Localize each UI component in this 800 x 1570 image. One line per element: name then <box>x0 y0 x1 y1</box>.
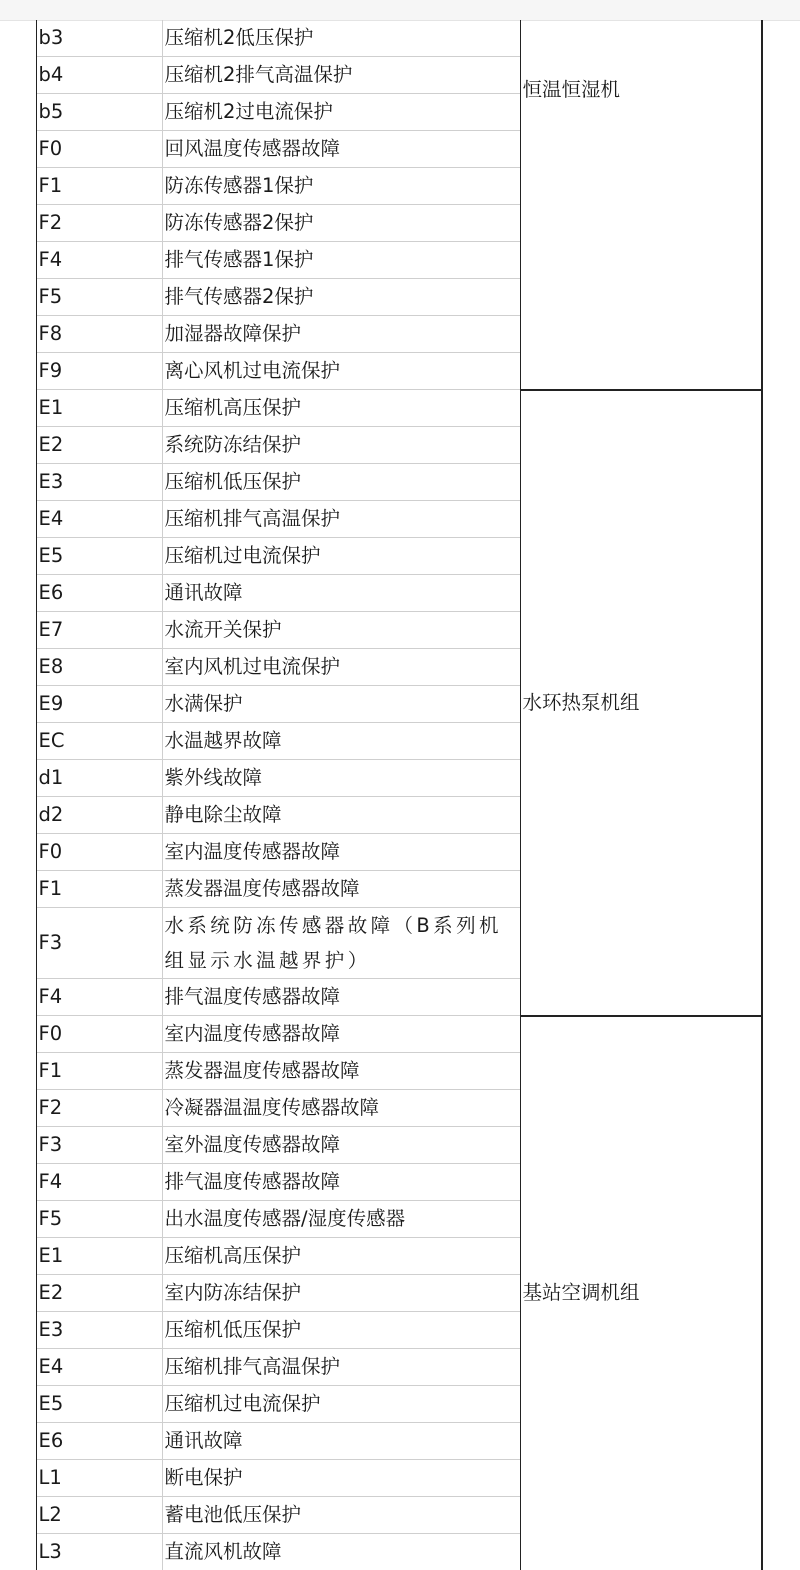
fault-code-cell: E6 <box>36 575 162 612</box>
table-row <box>0 1016 800 1053</box>
fault-code-cell: F2 <box>36 205 162 242</box>
fault-description-cell: 排气传感器2保护 <box>162 279 520 316</box>
table-body <box>0 20 800 1570</box>
fault-description-cell: 压缩机排气高温保护 <box>162 1349 520 1386</box>
fault-description-cell: 室内温度传感器故障 <box>162 1016 520 1053</box>
fault-code-cell: L3 <box>36 1534 162 1570</box>
fault-code-cell: F1 <box>36 1053 162 1090</box>
fault-description-cell: 排气温度传感器故障 <box>162 979 520 1016</box>
fault-code-cell: F0 <box>36 834 162 871</box>
fault-code-cell: F1 <box>36 168 162 205</box>
fault-code-cell: F9 <box>36 353 162 390</box>
fault-code-cell: F0 <box>36 1016 162 1053</box>
fault-description-cell: 压缩机低压保护 <box>162 464 520 501</box>
fault-description-cell: 压缩机过电流保护 <box>162 538 520 575</box>
fault-code-cell: F3 <box>36 908 162 979</box>
fault-code-cell: F5 <box>36 1201 162 1238</box>
fault-code-cell: F2 <box>36 1090 162 1127</box>
unit-type-label: 恒温恒湿机 <box>523 72 762 108</box>
fault-code-cell: d2 <box>36 797 162 834</box>
fault-code-cell: E1 <box>36 1238 162 1275</box>
fault-code-cell: b5 <box>36 94 162 131</box>
fault-code-cell: E3 <box>36 1312 162 1349</box>
fault-code-cell: F1 <box>36 871 162 908</box>
fault-description-cell: 压缩机低压保护 <box>162 1312 520 1349</box>
fault-description-cell: 直流风机故障 <box>162 1534 520 1570</box>
fault-description-cell: 离心风机过电流保护 <box>162 353 520 390</box>
fault-description-cell: 水满保护 <box>162 686 520 723</box>
fault-description-cell: 排气传感器1保护 <box>162 242 520 279</box>
fault-code-cell: E4 <box>36 501 162 538</box>
fault-description-cell: 水流开关保护 <box>162 612 520 649</box>
fault-description-cell: 断电保护 <box>162 1460 520 1497</box>
table-row <box>0 20 800 57</box>
fault-description-cell: 室内防冻结保护 <box>162 1275 520 1312</box>
fault-code-cell: E3 <box>36 464 162 501</box>
fault-code-cell: E5 <box>36 1386 162 1423</box>
fault-code-cell: EC <box>36 723 162 760</box>
unit-type-cell <box>520 20 762 390</box>
fault-code-cell: F4 <box>36 979 162 1016</box>
unit-type-cell <box>520 390 762 1016</box>
table-row <box>0 390 800 427</box>
fault-description-cell: 室外温度传感器故障 <box>162 1127 520 1164</box>
fault-description-cell: 排气温度传感器故障 <box>162 1164 520 1201</box>
fault-description-cell: 压缩机2低压保护 <box>162 20 520 57</box>
fault-code-cell: F5 <box>36 279 162 316</box>
fault-description-cell: 冷凝器温温度传感器故障 <box>162 1090 520 1127</box>
fault-description-cell: 压缩机2排气高温保护 <box>162 57 520 94</box>
fault-description-cell: 压缩机2过电流保护 <box>162 94 520 131</box>
fault-description-cell: 紫外线故障 <box>162 760 520 797</box>
right-margin <box>762 1016 800 1570</box>
fault-description-cell: 加湿器故障保护 <box>162 316 520 353</box>
fault-code-cell: F8 <box>36 316 162 353</box>
fault-description-cell: 水系统防冻传感器故障（B系列机组显示水温越界护） <box>162 908 520 979</box>
top-strip <box>0 0 800 21</box>
fault-code-cell: E1 <box>36 390 162 427</box>
fault-code-table <box>0 20 800 1570</box>
fault-description-cell: 出水温度传感器/湿度传感器 <box>162 1201 520 1238</box>
right-margin <box>762 390 800 1016</box>
fault-code-cell: d1 <box>36 760 162 797</box>
fault-code-cell: b4 <box>36 57 162 94</box>
fault-code-cell: b3 <box>36 20 162 57</box>
fault-code-cell: E8 <box>36 649 162 686</box>
fault-description-cell: 压缩机排气高温保护 <box>162 501 520 538</box>
fault-description-cell: 防冻传感器1保护 <box>162 168 520 205</box>
fault-code-cell: F4 <box>36 1164 162 1201</box>
fault-description-cell: 压缩机高压保护 <box>162 1238 520 1275</box>
fault-code-cell: L2 <box>36 1497 162 1534</box>
fault-code-cell: F3 <box>36 1127 162 1164</box>
fault-description-cell: 通讯故障 <box>162 1423 520 1460</box>
fault-code-cell: E2 <box>36 1275 162 1312</box>
fault-code-cell: E7 <box>36 612 162 649</box>
fault-description-cell: 回风温度传感器故障 <box>162 131 520 168</box>
fault-description-cell: 室内温度传感器故障 <box>162 834 520 871</box>
unit-type-label: 基站空调机组 <box>523 1281 640 1304</box>
fault-description-cell: 蒸发器温度传感器故障 <box>162 1053 520 1090</box>
fault-code-cell: E9 <box>36 686 162 723</box>
fault-code-cell: E4 <box>36 1349 162 1386</box>
fault-code-cell: F4 <box>36 242 162 279</box>
fault-description-cell: 通讯故障 <box>162 575 520 612</box>
right-margin <box>762 20 800 390</box>
fault-description-cell: 室内风机过电流保护 <box>162 649 520 686</box>
unit-type-label: 水环热泵机组 <box>523 691 640 714</box>
fault-code-cell: E6 <box>36 1423 162 1460</box>
fault-code-cell: E2 <box>36 427 162 464</box>
fault-description-cell: 系统防冻结保护 <box>162 427 520 464</box>
left-margin <box>0 20 36 1570</box>
unit-type-cell <box>520 1016 762 1570</box>
fault-description-cell: 压缩机高压保护 <box>162 390 520 427</box>
fault-description-cell: 防冻传感器2保护 <box>162 205 520 242</box>
fault-description-cell: 蒸发器温度传感器故障 <box>162 871 520 908</box>
fault-description-cell: 水温越界故障 <box>162 723 520 760</box>
fault-code-cell: L1 <box>36 1460 162 1497</box>
fault-code-cell: F0 <box>36 131 162 168</box>
fault-description-cell: 静电除尘故障 <box>162 797 520 834</box>
fault-code-cell: E5 <box>36 538 162 575</box>
fault-description-cell: 蓄电池低压保护 <box>162 1497 520 1534</box>
fault-description-cell: 压缩机过电流保护 <box>162 1386 520 1423</box>
